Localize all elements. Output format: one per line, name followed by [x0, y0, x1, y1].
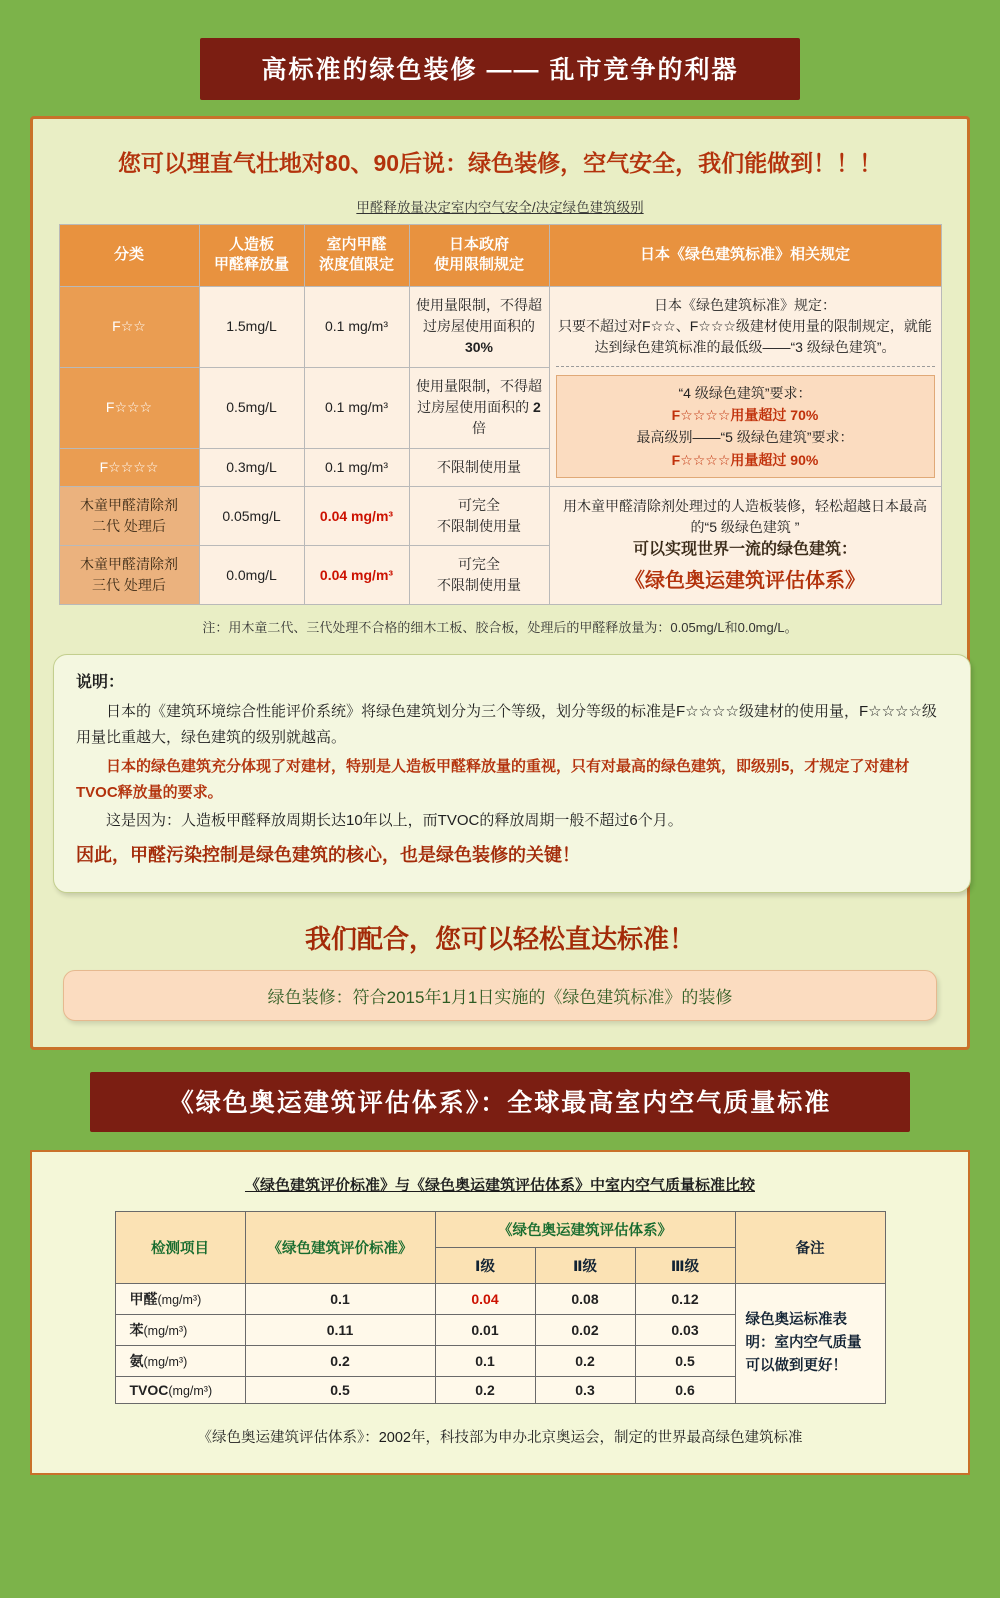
- cell-level-2: 0.02: [535, 1314, 635, 1345]
- cell-level-2: 0.2: [535, 1345, 635, 1376]
- cell-level-1: 0.2: [435, 1376, 535, 1403]
- cell-level-1: 0.04: [435, 1283, 535, 1314]
- cell-jp-green-note: [549, 286, 941, 487]
- main-panel: [30, 116, 970, 1050]
- col-level-3: Ⅲ级: [635, 1247, 735, 1283]
- explanation-p4: 因此，甲醛污染控制是绿色建筑的核心，也是绿色装修的关键！: [76, 845, 580, 866]
- jp-note-line2: 只要不超过对F☆☆、F☆☆☆级建材使用量的限制规定，就能达到绿色建筑标准的最低级——“3 级绿色建筑”。: [558, 317, 932, 355]
- cell-item: 氨(mg/m³): [115, 1345, 245, 1376]
- cell-concentration: 0.04 mg/m³: [304, 487, 409, 546]
- panel-headline: 您可以理直气壮地对80、90后说：绿色装修，空气安全，我们能做到！！！: [117, 150, 883, 176]
- jp-box-line3: 最高级别——“5 级绿色建筑”要求：: [636, 429, 854, 446]
- cell-level-3: 0.5: [635, 1345, 735, 1376]
- cell-emission: 0.05mg/L: [199, 487, 304, 546]
- jp-box-line2: F☆☆☆☆用量超过 70%: [671, 406, 819, 423]
- explanation-p3: 这是因为：人造板甲醛释放周期长达10年以上，而TVOC的释放周期一般不超过6个月。: [106, 812, 683, 830]
- cell-category: F☆☆☆☆: [59, 448, 199, 487]
- col-jp-green-std: 日本《绿色建筑标准》相关规定: [549, 225, 941, 287]
- cell-remark: 绿色奥运标准表明：室内空气质量可以做到更好！: [735, 1283, 885, 1403]
- explanation-title: 说明：: [76, 674, 125, 692]
- cell-std: 0.2: [245, 1345, 435, 1376]
- cell-concentration: 0.1 mg/m³: [304, 448, 409, 487]
- cell-level-2: 0.08: [535, 1283, 635, 1314]
- cell-level-2: 0.3: [535, 1376, 635, 1403]
- col-category: 分类: [59, 225, 199, 287]
- poster-page: [0, 38, 1000, 1598]
- top-banner: 高标准的绿色装修 —— 乱市竞争的利器: [200, 38, 800, 100]
- cell-category: F☆☆: [59, 286, 199, 367]
- cell-category: 木童甲醛清除剂 二代 处理后: [59, 487, 199, 546]
- col-test-item: 检测项目: [115, 1211, 245, 1283]
- mutong-line3: 《绿色奥运建筑评估体系》: [625, 569, 865, 592]
- cell-concentration: 0.1 mg/m³: [304, 367, 409, 448]
- mutong-line1: 用木童甲醛清除剂处理过的人造板装修，轻松超越日本最高的“5 级绿色建筑 ”: [563, 497, 927, 535]
- col-level-1: Ⅰ级: [435, 1247, 535, 1283]
- table-subcaption: 甲醛释放量决定室内空气安全/决定绿色建筑级别: [356, 200, 644, 215]
- slogan-bar: 绿色装修：符合2015年1月1日实施的《绿色建筑标准》的装修: [63, 970, 937, 1021]
- table-footnote: 注：用木童二代、三代处理不合格的细木工板、胶合板，处理后的甲醛释放量为：0.05mg/L和0.0mg/L。: [202, 620, 798, 636]
- jp-box-line1: “4 级绿色建筑”要求：: [678, 384, 812, 401]
- col-olympic-group: 《绿色奥运建筑评估体系》: [435, 1211, 735, 1247]
- slogan-text: 我们配合，您可以轻松直达标准！: [304, 923, 695, 954]
- table-header-row: [59, 225, 941, 287]
- explanation-p1: 日本的《建筑环境综合性能评价系统》将绿色建筑划分为三个等级，划分等级的标准是F☆☆☆☆级建材的使用量，F☆☆☆☆级用量比重越大，绿色建筑的级别就越高。: [76, 703, 937, 747]
- cell-concentration: 0.04 mg/m³: [304, 546, 409, 605]
- comparison-footnote: 《绿色奥运建筑评估体系》：2002年，科技部为申办北京奥运会，制定的世界最高绿色建筑标准: [197, 1429, 803, 1446]
- cell-concentration: 0.1 mg/m³: [304, 286, 409, 367]
- cell-level-3: 0.03: [635, 1314, 735, 1345]
- cell-category: 木童甲醛清除剂 三代 处理后: [59, 546, 199, 605]
- cell-item: 甲醛(mg/m³): [115, 1283, 245, 1314]
- cell-std: 0.5: [245, 1376, 435, 1403]
- col-level-2: Ⅱ级: [535, 1247, 635, 1283]
- cell-item: 苯(mg/m³): [115, 1314, 245, 1345]
- cell-mutong-note: [549, 487, 941, 605]
- cell-jp-limit: 使用量限制，不得超过房屋使用面积的 2 倍: [409, 367, 549, 448]
- cell-item: TVOC(mg/m³): [115, 1376, 245, 1403]
- jp-box-line4: F☆☆☆☆用量超过 90%: [671, 451, 819, 468]
- table-row: [59, 286, 941, 367]
- comparison-panel: [30, 1150, 970, 1475]
- cell-std: 0.1: [245, 1283, 435, 1314]
- cell-jp-limit: 不限制使用量: [409, 448, 549, 487]
- mutong-line2: 可以实现世界一流的绿色建筑：: [632, 540, 857, 558]
- table-row: [59, 487, 941, 546]
- col-concentration: 室内甲醛 浓度值限定: [304, 225, 409, 287]
- cell-level-1: 0.01: [435, 1314, 535, 1345]
- jp-note-box: [556, 375, 935, 479]
- explanation-box: [53, 654, 971, 893]
- bottom-banner: 《绿色奥运建筑评估体系》：全球最高室内空气质量标准: [90, 1072, 910, 1132]
- table-header-row: [115, 1211, 885, 1247]
- cell-emission: 1.5mg/L: [199, 286, 304, 367]
- col-emission: 人造板 甲醛释放量: [199, 225, 304, 287]
- table-row: [115, 1283, 885, 1314]
- col-green-building-std: 《绿色建筑评价标准》: [245, 1211, 435, 1283]
- cell-emission: 0.0mg/L: [199, 546, 304, 605]
- cell-jp-limit: 可完全 不限制使用量: [409, 546, 549, 605]
- cell-jp-limit: 使用量限制，不得超过房屋使用面积的 30%: [409, 286, 549, 367]
- cell-level-3: 0.12: [635, 1283, 735, 1314]
- cell-emission: 0.3mg/L: [199, 448, 304, 487]
- cell-level-3: 0.6: [635, 1376, 735, 1403]
- note-divider: [556, 366, 935, 367]
- cell-jp-limit: 可完全 不限制使用量: [409, 487, 549, 546]
- jp-note-line1: 日本《绿色建筑标准》规定：: [654, 296, 836, 313]
- col-remark: 备注: [735, 1211, 885, 1283]
- cell-emission: 0.5mg/L: [199, 367, 304, 448]
- comparison-caption: 《绿色建筑评价标准》与《绿色奥运建筑评估体系》中室内空气质量标准比较: [244, 1176, 755, 1194]
- cell-std: 0.11: [245, 1314, 435, 1345]
- formaldehyde-standards-table: [59, 224, 942, 605]
- air-quality-comparison-table: [115, 1211, 886, 1404]
- cell-level-1: 0.1: [435, 1345, 535, 1376]
- explanation-p2: 日本的绿色建筑充分体现了对建材，特别是人造板甲醛释放量的重视，只有对最高的绿色建筑，即级别5，才规定了对建材TVOC释放量的要求。: [76, 757, 910, 801]
- col-jp-limit: 日本政府 使用限制规定: [409, 225, 549, 287]
- cell-category: F☆☆☆: [59, 367, 199, 448]
